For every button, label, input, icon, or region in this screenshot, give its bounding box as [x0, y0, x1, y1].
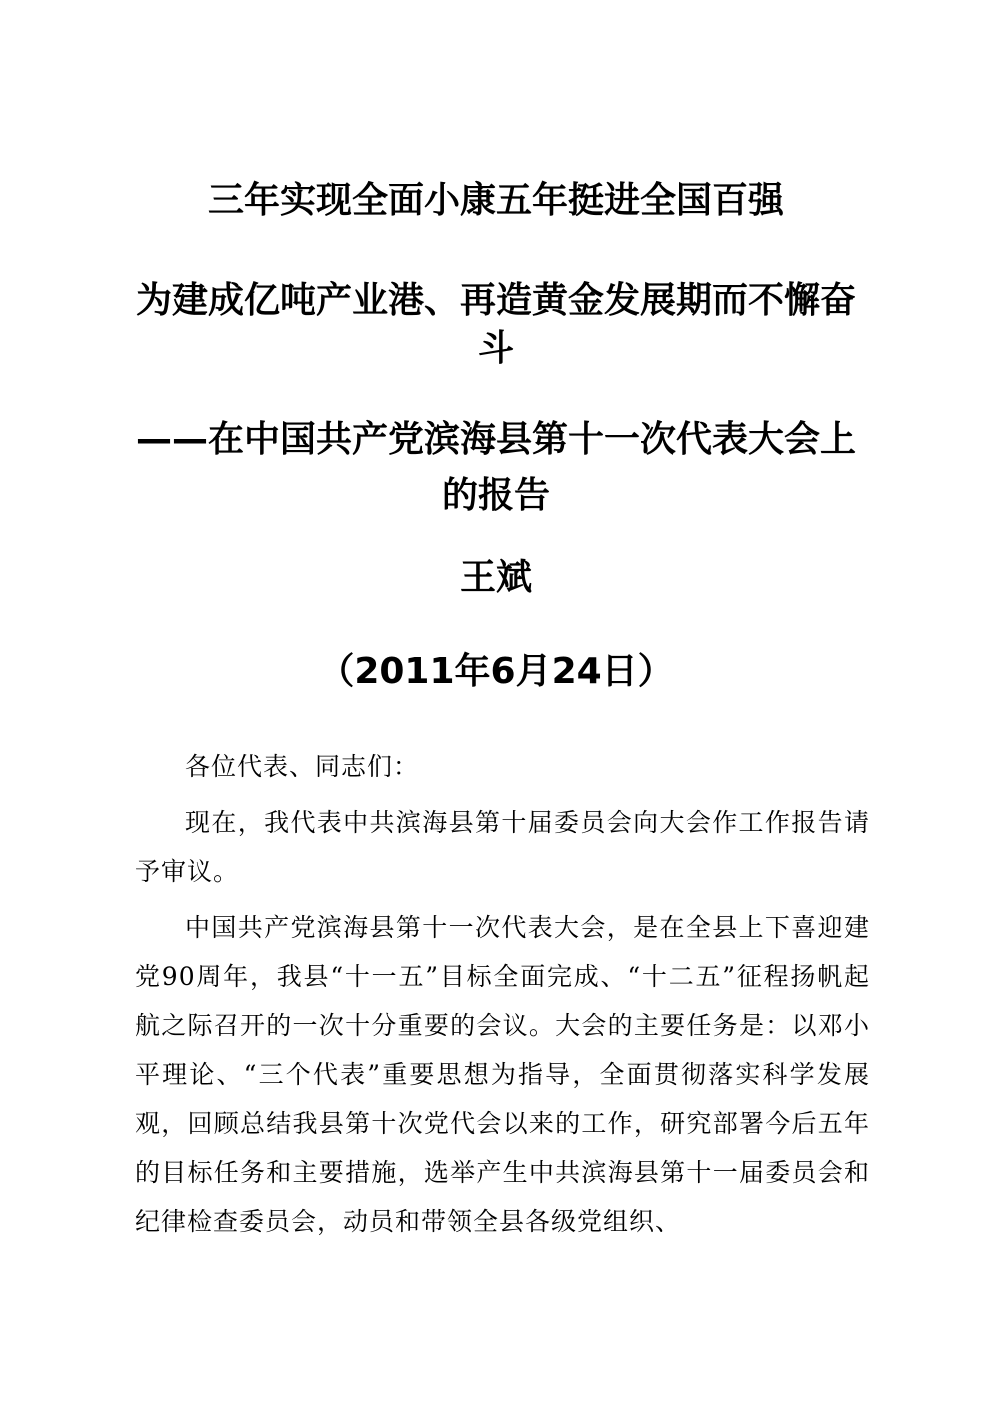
report-title-line1: 三年实现全面小康五年挺进全国百强 — [207, 180, 784, 221]
report-date: （2011年6月24日） — [318, 651, 674, 692]
report-subtitle: ——在中国共产党滨海县第十一次代表大会上的报告 — [135, 419, 856, 516]
salutation: 各位代表、同志们： — [185, 752, 420, 781]
report-author: 王斌 — [459, 557, 532, 598]
paragraph-2: 中国共产党滨海县第十一次代表大会，是在全县上下喜迎建党90周年，我县“十一五”目标全面完成、“十二五”征程扬帆起航之际召开的一次十分重要的会议。大会的主要任务是：以邓小平理论、“三个代表”重要思想为指导，全面贯彻落实科学发展观，回顾总结我县第十次党代会以来的工作，研究部署今后五年的目标任务和主要措施，选举产生中共滨海县第十一届委员会和纪律检查委员会，动员和带领全县各级党组织、 — [135, 913, 870, 1236]
report-body — [135, 742, 870, 1253]
paragraph-1: 现在，我代表中共滨海县第十届委员会向大会作工作报告请予审议。 — [135, 808, 870, 886]
report-title-line2: 为建成亿吨产业港、再造黄金发展期而不懈奋斗 — [135, 280, 856, 369]
